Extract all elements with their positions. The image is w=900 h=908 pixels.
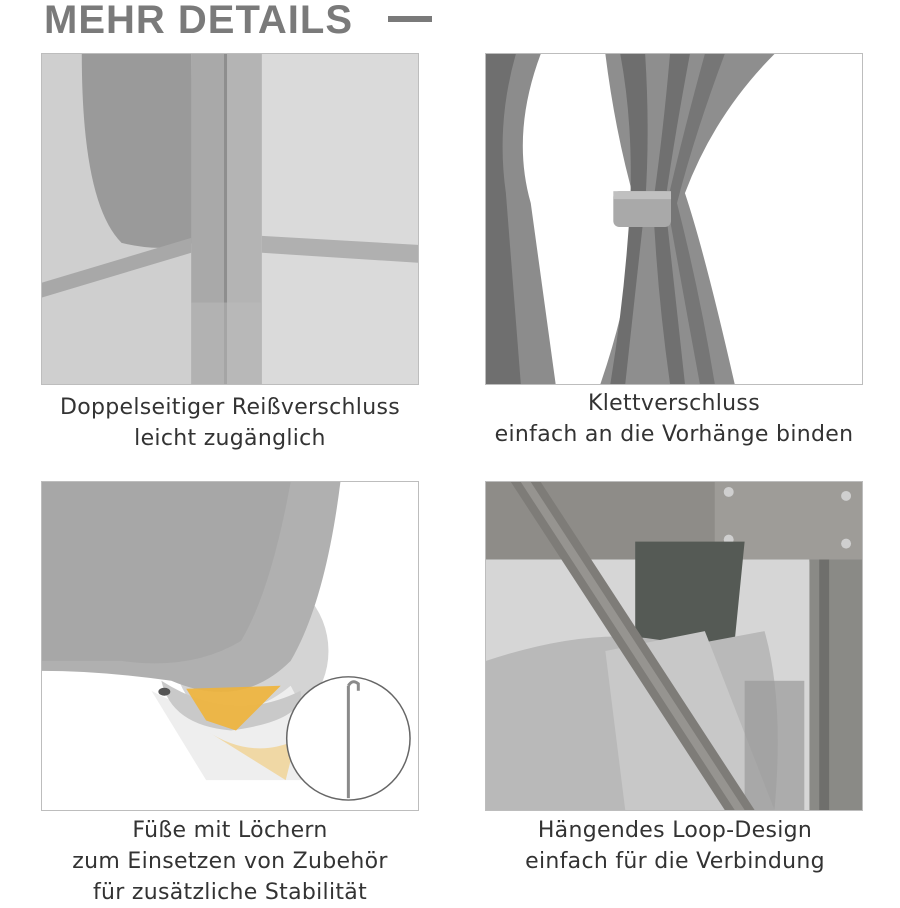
curtain-velcro-tie-photo	[485, 53, 863, 385]
caption-line: Hängendes Loop-Design	[537, 818, 813, 843]
caption-line: einfach an die Vorhänge binden	[494, 422, 854, 447]
caption-line: Doppelseitiger Reißverschluss	[60, 395, 400, 420]
caption-line: einfach für die Verbindung	[525, 849, 825, 874]
caption-line: Füße mit Löchern	[132, 818, 328, 843]
caption-line: für zusätzliche Stabilität	[92, 880, 368, 905]
title-dash-decoration	[388, 16, 432, 22]
foot-plate-stake-photo	[41, 481, 419, 811]
hanging-loop-clips-photo	[485, 481, 863, 811]
mesh-zipper-photo	[41, 53, 419, 385]
caption-line: Klettverschluss	[588, 391, 760, 416]
caption-line: leicht zugänglich	[134, 426, 326, 451]
caption-zipper	[10, 392, 450, 454]
caption-line: zum Einsetzen von Zubehör	[72, 849, 388, 874]
caption-feet	[10, 815, 450, 908]
caption-velcro	[438, 388, 900, 450]
caption-loop	[445, 815, 900, 877]
page-title: MEHR DETAILS	[44, 0, 354, 42]
